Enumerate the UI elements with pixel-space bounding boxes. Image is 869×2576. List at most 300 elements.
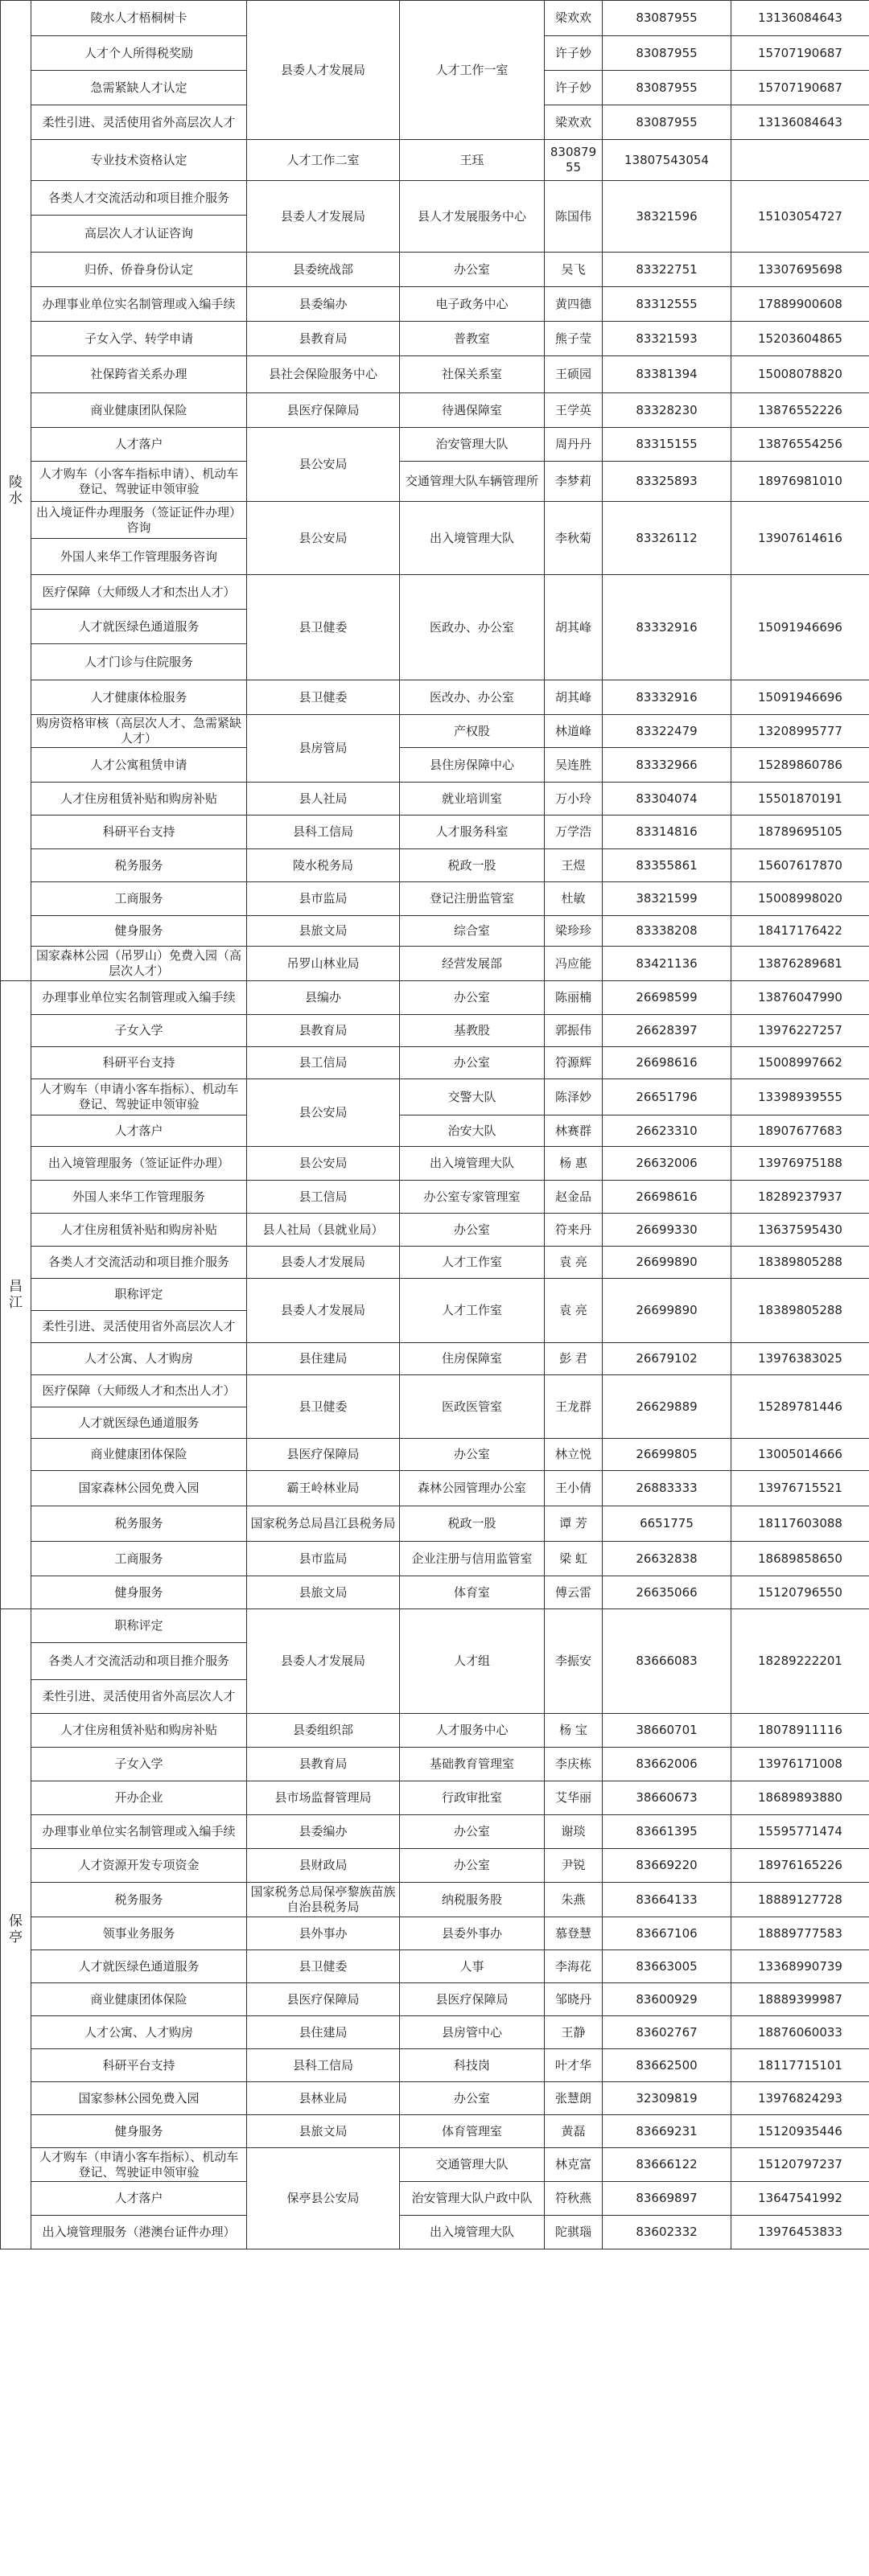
- contact-person-cell: 王学英: [545, 393, 603, 428]
- office-phone-cell: 83332966: [603, 748, 731, 783]
- office-phone-cell: 83381394: [603, 356, 731, 393]
- contact-person-cell: 熊子莹: [545, 322, 603, 356]
- mobile-phone-cell: 18689858650: [731, 1542, 869, 1576]
- department-cell: 就业培训室: [400, 783, 545, 816]
- contact-person-cell: 胡其峰: [545, 575, 603, 680]
- table-row: [1, 1815, 869, 1849]
- mobile-phone-cell: 15120796550: [731, 1576, 869, 1609]
- mobile-phone-cell: 18907677683: [731, 1115, 869, 1147]
- unit-cell: 县委人才发展局: [247, 1247, 400, 1279]
- department-cell: 森林公园管理办公室: [400, 1471, 545, 1506]
- office-phone-cell: 26698616: [603, 1181, 731, 1214]
- mobile-phone-cell: 15008078820: [731, 356, 869, 393]
- department-cell: 纳税服务股: [400, 1883, 545, 1917]
- table-row: [1, 1015, 869, 1047]
- office-phone-cell: 26699890: [603, 1279, 731, 1343]
- mobile-phone-cell: 13976227257: [731, 1015, 869, 1047]
- mobile-phone-cell: 18789695105: [731, 816, 869, 849]
- office-phone-cell: 26699890: [603, 1247, 731, 1279]
- unit-cell: 县外事办: [247, 1917, 400, 1950]
- contact-person-cell: 许子妙: [545, 36, 603, 71]
- department-cell: 县房管中心: [400, 2016, 545, 2049]
- mobile-phone-cell: 18889777583: [731, 1917, 869, 1950]
- department-cell: 医改办、办公室: [400, 680, 545, 715]
- mobile-phone-cell: 15707190687: [731, 71, 869, 105]
- unit-cell: 县林业局: [247, 2082, 400, 2115]
- contact-person-cell: 李秋菊: [545, 502, 603, 575]
- mobile-phone-cell: 15707190687: [731, 36, 869, 71]
- contact-person-cell: 林赛群: [545, 1115, 603, 1147]
- service-cell: 工商服务: [31, 882, 247, 916]
- department-cell: 综合室: [400, 916, 545, 947]
- mobile-phone-cell: 13637595430: [731, 1214, 869, 1247]
- office-phone-cell: 38321599: [603, 882, 731, 916]
- service-cell: 科研平台支持: [31, 816, 247, 849]
- table-row: [1, 2049, 869, 2082]
- table-row: [1, 1714, 869, 1748]
- mobile-phone-cell: 15289860786: [731, 748, 869, 783]
- contact-person-cell: 叶才华: [545, 2049, 603, 2082]
- department-cell: 人事: [400, 1950, 545, 1983]
- unit-cell: 国家税务总局昌江县税务局: [247, 1506, 400, 1542]
- table-row: [1, 1748, 869, 1781]
- mobile-phone-cell: 13976824293: [731, 2082, 869, 2115]
- service-cell: 人才个人所得税奖励: [31, 36, 247, 71]
- unit-cell: 县工信局: [247, 1181, 400, 1214]
- contact-person-cell: 艾华丽: [545, 1781, 603, 1815]
- office-phone-cell: 83087955: [603, 36, 731, 71]
- department-cell: 出入境管理大队: [400, 1147, 545, 1181]
- table-row: [1, 783, 869, 816]
- unit-cell: 县卫健委: [247, 575, 400, 680]
- table-row: [1, 1781, 869, 1815]
- department-cell: 办公室: [400, 1849, 545, 1883]
- office-phone-cell: 83666122: [603, 2148, 731, 2182]
- office-phone-cell: 83315155: [603, 428, 731, 462]
- department-cell: 治安大队: [400, 1115, 545, 1147]
- unit-cell: 县公安局: [247, 502, 400, 575]
- contact-person-cell: 吴连胜: [545, 748, 603, 783]
- unit-cell: 县公安局: [247, 1147, 400, 1181]
- unit-cell: 县公安局: [247, 1079, 400, 1147]
- contact-person-cell: 谭 芳: [545, 1506, 603, 1542]
- contact-person-cell: 袁 亮: [545, 1279, 603, 1343]
- unit-cell: 县财政局: [247, 1849, 400, 1883]
- contact-person-cell: 王小倩: [545, 1471, 603, 1506]
- office-phone-cell: 26679102: [603, 1343, 731, 1375]
- mobile-phone-cell: 15501870191: [731, 783, 869, 816]
- service-cell: 出入境管理服务（港澳台证件办理）: [31, 2216, 247, 2249]
- unit-cell: 县旅文局: [247, 916, 400, 947]
- service-cell: 商业健康团体保险: [31, 1983, 247, 2016]
- office-phone-cell: 26632006: [603, 1147, 731, 1181]
- department-cell: 出入境管理大队: [400, 2216, 545, 2249]
- table-row: [1, 2216, 869, 2249]
- service-cell: 职称评定: [31, 1279, 247, 1311]
- table-row: [1, 2016, 869, 2049]
- mobile-phone-cell: 18417176422: [731, 916, 869, 947]
- table-row: [1, 575, 869, 610]
- office-phone-cell: 83087955: [603, 105, 731, 140]
- contact-person-cell: 张慧朗: [545, 2082, 603, 2115]
- table-row: [1, 1279, 869, 1311]
- mobile-phone-cell: 13876047990: [731, 981, 869, 1015]
- service-cell: 开办企业: [31, 1781, 247, 1815]
- unit-cell: 县旅文局: [247, 1576, 400, 1609]
- service-cell: 各类人才交流活动和项目推介服务: [31, 1643, 247, 1680]
- office-phone-cell: 83087955: [603, 1, 731, 36]
- mobile-phone-cell: 18289237937: [731, 1181, 869, 1214]
- mobile-phone-cell: 15120797237: [731, 2148, 869, 2182]
- unit-cell: 国家税务总局保亭黎族苗族自治县税务局: [247, 1883, 400, 1917]
- service-cell: 柔性引进、灵活使用省外高层次人才: [31, 105, 247, 140]
- mobile-phone-cell: 13307695698: [731, 253, 869, 287]
- department-cell: 人才工作室: [400, 1279, 545, 1343]
- department-cell: 县人才发展服务中心: [400, 181, 545, 253]
- mobile-phone-cell: 18876060033: [731, 2016, 869, 2049]
- mobile-phone-cell: 18389805288: [731, 1247, 869, 1279]
- service-cell: 外国人来华工作管理服务咨询: [31, 539, 247, 575]
- department-cell: 人才工作二室: [247, 140, 400, 181]
- service-cell: 办理事业单位实名制管理或入编手续: [31, 287, 247, 322]
- department-cell: 办公室: [400, 1047, 545, 1079]
- department-cell: 登记注册监管室: [400, 882, 545, 916]
- department-cell: 人才工作一室: [400, 1, 545, 140]
- unit-cell: 县科工信局: [247, 2049, 400, 2082]
- contact-person-cell: 周丹丹: [545, 428, 603, 462]
- service-cell: 科研平台支持: [31, 2049, 247, 2082]
- unit-cell: 县社会保险服务中心: [247, 356, 400, 393]
- table-row: [1, 1115, 869, 1147]
- table-row: [1, 2115, 869, 2148]
- mobile-phone-cell: 18117715101: [731, 2049, 869, 2082]
- unit-cell: 县市监局: [247, 882, 400, 916]
- table-row: [1, 981, 869, 1015]
- service-cell: 归侨、侨眷身份认定: [31, 253, 247, 287]
- table-row: [1, 947, 869, 981]
- service-cell: 税务服务: [31, 849, 247, 882]
- table-row: [1, 1983, 869, 2016]
- service-cell: 社保跨省关系办理: [31, 356, 247, 393]
- table-row: [1, 287, 869, 322]
- office-phone-cell: 26623310: [603, 1115, 731, 1147]
- region-name-cell: 保亭: [1, 1609, 31, 2249]
- table-row: [1, 462, 869, 502]
- unit-cell: 县卫健委: [247, 1950, 400, 1983]
- table-row: [1, 1079, 869, 1115]
- contact-person-cell: 谢琰: [545, 1815, 603, 1849]
- office-phone-cell: 26698616: [603, 1047, 731, 1079]
- table-row: [1, 2182, 869, 2216]
- service-cell: 人才落户: [31, 2182, 247, 2216]
- contact-person-cell: 傅云雷: [545, 1576, 603, 1609]
- service-cell: 人才购车（申请小客车指标）、机动车登记、驾驶证申领审验: [31, 1079, 247, 1115]
- contact-person-cell: 杨 惠: [545, 1147, 603, 1181]
- office-phone-cell: 83421136: [603, 947, 731, 981]
- service-cell: 人才资源开发专项资金: [31, 1849, 247, 1883]
- department-cell: 出入境管理大队: [400, 502, 545, 575]
- service-cell: 健身服务: [31, 2115, 247, 2148]
- unit-cell: 县委人才发展局: [247, 1609, 400, 1714]
- office-phone-cell: 83662500: [603, 2049, 731, 2082]
- office-phone-cell: 26698599: [603, 981, 731, 1015]
- table-row: [1, 1047, 869, 1079]
- contact-person-cell: 赵金品: [545, 1181, 603, 1214]
- office-phone-cell: 26632838: [603, 1542, 731, 1576]
- table-row: [1, 253, 869, 287]
- service-cell: 专业技术资格认定: [31, 140, 247, 181]
- contact-person-cell: 陈丽楠: [545, 981, 603, 1015]
- department-cell: 交通管理大队车辆管理所: [400, 462, 545, 502]
- department-cell: 办公室: [400, 1214, 545, 1247]
- mobile-phone-cell: 13976975188: [731, 1147, 869, 1181]
- mobile-phone-cell: 18889399987: [731, 1983, 869, 2016]
- unit-cell: 县委人才发展局: [247, 1, 400, 140]
- unit-cell: 县编办: [247, 981, 400, 1015]
- unit-cell: 县教育局: [247, 1748, 400, 1781]
- unit-cell: 县卫健委: [247, 680, 400, 715]
- contact-person-cell: 梁珍珍: [545, 916, 603, 947]
- service-cell: 各类人才交流活动和项目推介服务: [31, 1247, 247, 1279]
- contact-person-cell: 符秋燕: [545, 2182, 603, 2216]
- office-phone-cell: 83328230: [603, 393, 731, 428]
- office-phone-cell: 26629889: [603, 1375, 731, 1439]
- contact-person-cell: 符来丹: [545, 1214, 603, 1247]
- contact-person-cell: 梁欢欢: [545, 1, 603, 36]
- office-phone-cell: 38660701: [603, 1714, 731, 1748]
- mobile-phone-cell: 13876554256: [731, 428, 869, 462]
- service-cell: 人才落户: [31, 428, 247, 462]
- office-phone-cell: 83602332: [603, 2216, 731, 2249]
- unit-cell: 陵水税务局: [247, 849, 400, 882]
- department-cell: 县委外事办: [400, 1917, 545, 1950]
- service-cell: 人才购车（申请小客车指标）、机动车登记、驾驶证申领审验: [31, 2148, 247, 2182]
- contact-person-cell: 杨 宝: [545, 1714, 603, 1748]
- table-row: [1, 2148, 869, 2182]
- service-cell: 税务服务: [31, 1506, 247, 1542]
- table-row: [1, 680, 869, 715]
- mobile-phone-cell: 15120935446: [731, 2115, 869, 2148]
- table-row: [1, 1181, 869, 1214]
- mobile-phone-cell: 13876552226: [731, 393, 869, 428]
- table-row: [1, 1343, 869, 1375]
- mobile-phone-cell: 13976383025: [731, 1343, 869, 1375]
- office-phone-cell: 83669231: [603, 2115, 731, 2148]
- service-cell: 商业健康团体保险: [31, 1439, 247, 1471]
- mobile-phone-cell: 15091946696: [731, 680, 869, 715]
- service-cell: 子女入学: [31, 1015, 247, 1047]
- service-cell: 办理事业单位实名制管理或入编手续: [31, 1815, 247, 1849]
- department-cell: 办公室专家管理室: [400, 1181, 545, 1214]
- contact-person-cell: 陈泽妙: [545, 1079, 603, 1115]
- unit-cell: 县医疗保障局: [247, 1983, 400, 2016]
- mobile-phone-cell: 18889127728: [731, 1883, 869, 1917]
- table-row: [1, 502, 869, 539]
- unit-cell: 县教育局: [247, 1015, 400, 1047]
- department-cell: 医政办、办公室: [400, 575, 545, 680]
- unit-cell: 县住建局: [247, 1343, 400, 1375]
- office-phone-cell: 6651775: [603, 1506, 731, 1542]
- mobile-phone-cell: 13398939555: [731, 1079, 869, 1115]
- unit-cell: 县旅文局: [247, 2115, 400, 2148]
- mobile-phone-cell: 13976453833: [731, 2216, 869, 2249]
- office-phone-cell: 83663005: [603, 1950, 731, 1983]
- mobile-phone-cell: 18289222201: [731, 1609, 869, 1714]
- department-cell: 县医疗保障局: [400, 1983, 545, 2016]
- contact-person-cell: 袁 亮: [545, 1247, 603, 1279]
- office-phone-cell: 83322479: [603, 715, 731, 748]
- service-cell: 人才公寓租赁申请: [31, 748, 247, 783]
- mobile-phone-cell: 13907614616: [731, 502, 869, 575]
- department-cell: 产权股: [400, 715, 545, 748]
- contact-person-cell: 李庆栋: [545, 1748, 603, 1781]
- unit-cell: 县医疗保障局: [247, 1439, 400, 1471]
- table-row: [1, 356, 869, 393]
- service-cell: 子女入学: [31, 1748, 247, 1781]
- department-cell: 办公室: [400, 1815, 545, 1849]
- office-phone-cell: 83667106: [603, 1917, 731, 1950]
- unit-cell: 县住建局: [247, 2016, 400, 2049]
- service-cell: 人才公寓、人才购房: [31, 2016, 247, 2049]
- contact-person-cell: 王珏: [400, 140, 545, 181]
- unit-cell: 县委编办: [247, 287, 400, 322]
- table-row: [1, 1471, 869, 1506]
- office-phone-cell: 83314816: [603, 816, 731, 849]
- contact-person-cell: 李海花: [545, 1950, 603, 1983]
- contact-person-cell: 王龙群: [545, 1375, 603, 1439]
- table-row: [1, 1, 869, 36]
- mobile-phone-cell: 13647541992: [731, 2182, 869, 2216]
- contact-person-cell: 杜敏: [545, 882, 603, 916]
- office-phone-cell: 26628397: [603, 1015, 731, 1047]
- department-cell: 社保关系室: [400, 356, 545, 393]
- unit-cell: 县卫健委: [247, 1375, 400, 1439]
- office-phone-cell: 83321593: [603, 322, 731, 356]
- table-row: [1, 882, 869, 916]
- contact-person-cell: 彭 君: [545, 1343, 603, 1375]
- region-name-cell: 昌江: [1, 981, 31, 1609]
- department-cell: 办公室: [400, 2082, 545, 2115]
- table-row: [1, 849, 869, 882]
- mobile-phone-cell: 15607617870: [731, 849, 869, 882]
- contact-person-cell: 王煜: [545, 849, 603, 882]
- department-cell: 行政审批室: [400, 1781, 545, 1815]
- service-cell: 领事业务服务: [31, 1917, 247, 1950]
- mobile-phone-cell: 13136084643: [731, 1, 869, 36]
- unit-cell: 保亭县公安局: [247, 2148, 400, 2249]
- unit-cell: 县委编办: [247, 1815, 400, 1849]
- mobile-phone-cell: 15103054727: [731, 181, 869, 253]
- unit-cell: 县工信局: [247, 1047, 400, 1079]
- service-cell: 子女入学、转学申请: [31, 322, 247, 356]
- department-cell: 治安管理大队户政中队: [400, 2182, 545, 2216]
- mobile-phone-cell: 18078911116: [731, 1714, 869, 1748]
- unit-cell: 县医疗保障局: [247, 393, 400, 428]
- office-phone-cell: 26699330: [603, 1214, 731, 1247]
- service-cell: 人才就医绿色通道服务: [31, 1950, 247, 1983]
- office-phone-cell: 83666083: [603, 1609, 731, 1714]
- table-row: [1, 1439, 869, 1471]
- office-phone-cell: 83355861: [603, 849, 731, 882]
- office-phone-cell: 83325893: [603, 462, 731, 502]
- mobile-phone-cell: 13876289681: [731, 947, 869, 981]
- unit-cell: 县委人才发展局: [247, 181, 400, 253]
- office-phone-cell: 26651796: [603, 1079, 731, 1115]
- contact-person-cell: 慕登慧: [545, 1917, 603, 1950]
- department-cell: 体育室: [400, 1576, 545, 1609]
- office-phone-cell: 83322751: [603, 253, 731, 287]
- table-row: [1, 428, 869, 462]
- department-cell: 人才服务科室: [400, 816, 545, 849]
- department-cell: 住房保障室: [400, 1343, 545, 1375]
- service-cell: 外国人来华工作管理服务: [31, 1181, 247, 1214]
- table-row: [1, 181, 869, 216]
- contact-person-cell: 林立悦: [545, 1439, 603, 1471]
- service-cell: 人才健康体检服务: [31, 680, 247, 715]
- table-row: [1, 1247, 869, 1279]
- service-cell: 人才购车（小客车指标申请）、机动车登记、驾驶证申领审验: [31, 462, 247, 502]
- contact-person-cell: 林克富: [545, 2148, 603, 2182]
- office-phone-cell: 83661395: [603, 1815, 731, 1849]
- table-row: [1, 2082, 869, 2115]
- contact-person-cell: 梁欢欢: [545, 105, 603, 140]
- mobile-phone-cell: 18976165226: [731, 1849, 869, 1883]
- table-row: [1, 1849, 869, 1883]
- mobile-phone-cell: 13976171008: [731, 1748, 869, 1781]
- department-cell: 税政一股: [400, 849, 545, 882]
- service-cell: 柔性引进、灵活使用省外高层次人才: [31, 1311, 247, 1343]
- table-row: [1, 1506, 869, 1542]
- contact-person-cell: 朱燕: [545, 1883, 603, 1917]
- unit-cell: 县委统战部: [247, 253, 400, 287]
- service-cell: 国家参林公园免费入园: [31, 2082, 247, 2115]
- contact-person-cell: 黄磊: [545, 2115, 603, 2148]
- office-phone-cell: 38321596: [603, 181, 731, 253]
- office-phone-cell: 83087955: [545, 140, 603, 181]
- table-row: [1, 1576, 869, 1609]
- mobile-phone-cell: 13208995777: [731, 715, 869, 748]
- unit-cell: 县人社局（县就业局）: [247, 1214, 400, 1247]
- service-cell: 高层次人才认证咨询: [31, 216, 247, 253]
- office-phone-cell: 83332916: [603, 575, 731, 680]
- service-cell: 人才就医绿色通道服务: [31, 610, 247, 644]
- table-row: [1, 1883, 869, 1917]
- office-phone-cell: 83304074: [603, 783, 731, 816]
- service-cell: 医疗保障（大师级人才和杰出人才）: [31, 1375, 247, 1407]
- contact-person-cell: 万小玲: [545, 783, 603, 816]
- unit-cell: 吊罗山林业局: [247, 947, 400, 981]
- unit-cell: 县委组织部: [247, 1714, 400, 1748]
- service-cell: 人才住房租赁补贴和购房补贴: [31, 783, 247, 816]
- department-cell: 交通管理大队: [400, 2148, 545, 2182]
- unit-cell: 县人社局: [247, 783, 400, 816]
- service-cell: 健身服务: [31, 916, 247, 947]
- office-phone-cell: 83087955: [603, 71, 731, 105]
- office-phone-cell: 83600929: [603, 1983, 731, 2016]
- contact-person-cell: 郭振伟: [545, 1015, 603, 1047]
- service-cell: 陵水人才梧桐树卡: [31, 1, 247, 36]
- contact-person-cell: 林道峰: [545, 715, 603, 748]
- contact-person-cell: 邹晓丹: [545, 1983, 603, 2016]
- contact-person-cell: 王硕园: [545, 356, 603, 393]
- mobile-phone-cell: 15008997662: [731, 1047, 869, 1079]
- mobile-phone-cell: 18976981010: [731, 462, 869, 502]
- unit-cell: 县教育局: [247, 322, 400, 356]
- service-cell: 柔性引进、灵活使用省外高层次人才: [31, 1680, 247, 1714]
- table-row: [1, 748, 869, 783]
- department-cell: 待遇保障室: [400, 393, 545, 428]
- service-cell: 医疗保障（大师级人才和杰出人才）: [31, 575, 247, 610]
